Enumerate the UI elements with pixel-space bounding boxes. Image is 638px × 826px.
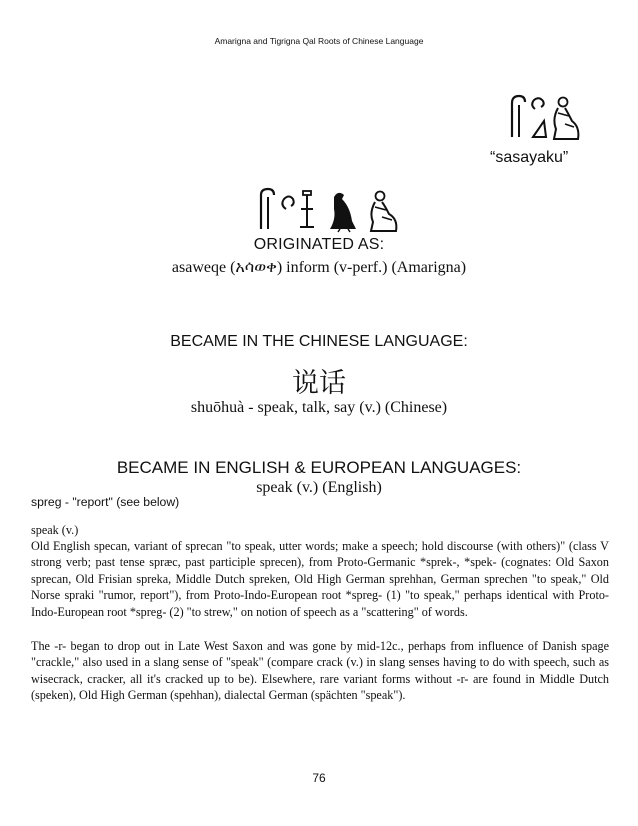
originated-heading: ORIGINATED AS: (253, 236, 385, 253)
english-line: speak (v.) (English) (256, 479, 382, 496)
spreg-line: spreg - "report" (see below) (31, 495, 180, 509)
chinese-characters: 说话 (292, 368, 346, 398)
etymology-paragraph-1: Old English specan, variant of sprecan "to speak, utter words; make a speech; hold discourse (with others)" (class V strong verb; past tense spræc, past participle sprecen), from Proto-Germanic *sprek-, *spek- (cognates: Old Saxon sprecan, Old Frisian spreka, Middle Dutch spreken, Old High German sprehhan, German sprechen "to speak," Old Norse spraki "rumor, report"), from Proto-Indo-European root *spreg- (1) "to speak," perhaps identical with Proto-Indo-European root *spreg- (2) "to strew," on notion of speech as a "scattering" of words. (31, 539, 609, 619)
running-header: Amarigna and Tigrigna Qal Roots of Chinese Language (214, 36, 424, 46)
page-number: 76 (312, 771, 326, 785)
chinese-line: shuōhuà - speak, talk, say (v.) (Chinese) (190, 399, 448, 416)
english-heading: BECAME IN ENGLISH & EUROPEAN LANGUAGES: (116, 458, 522, 477)
hieroglyph-sasayaku-icon (508, 93, 586, 143)
romanization-label: “sasayaku” (490, 149, 569, 166)
entry-head: speak (v.) (31, 523, 79, 537)
chinese-heading: BECAME IN THE CHINESE LANGUAGE: (170, 333, 468, 350)
etymology-paragraph-2: The -r- began to drop out in Late West Saxon and was gone by mid-12c., perhaps from influence of Danish spage "crackle," also used in a slang sense of "speak" (compare crack (v.) in slang senses having to do with speech, such as wisecrack, cracker, all it's cracked up to be). Elsewhere, rare variant forms without -r- are found in Middle Dutch (speken), Old High German (spehhan), dialectal German (spächten "speak"). (31, 639, 609, 703)
hieroglyph-asaweqe-icon (256, 187, 404, 233)
origin-line: asaweqe (አሳወቀ) inform (v-perf.) (Amarigna) (171, 259, 467, 276)
